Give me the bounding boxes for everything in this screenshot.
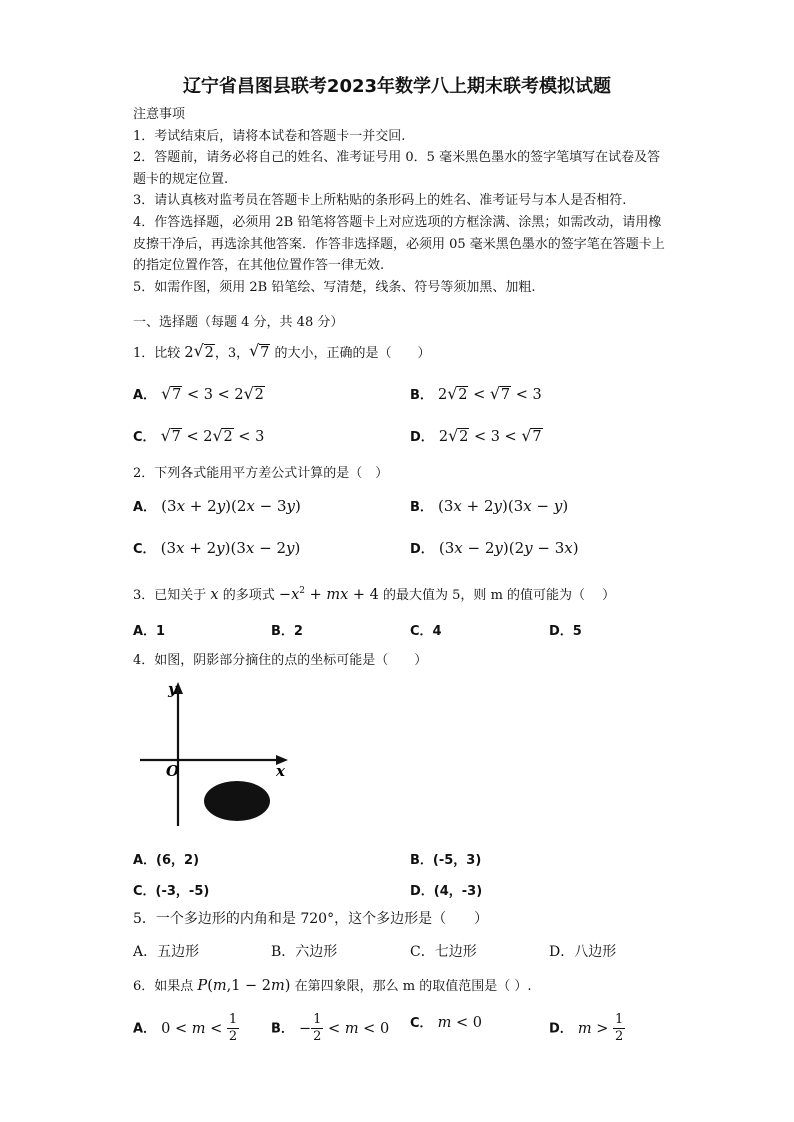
q4-option-b[interactable]: B．(-5，3)	[410, 853, 482, 868]
y-axis-label: y	[168, 680, 177, 698]
q4-option-d[interactable]: D．(4，-3)	[410, 884, 483, 899]
q6-option-c[interactable]: C． m < 0	[410, 1015, 482, 1031]
q6-option-d[interactable]: D． m > $\frac{1}{2}$	[549, 1012, 624, 1044]
question-2-stem: 2．下列各式能用平方差公式计算的是（ ）	[133, 466, 389, 481]
q1-option-d[interactable]: D． 2√ 2 < 3 < √ 7	[410, 426, 543, 445]
q5-option-c[interactable]: C．七边形	[410, 944, 477, 960]
section-heading: 一、选择题（每题 4 分，共 48 分）	[133, 315, 344, 330]
x-axis-label: x	[276, 762, 285, 780]
notice-line: 3．请认真核对监考员在答题卡上所粘贴的条形码上的姓名、准考证号与本人是否相符.	[133, 193, 627, 209]
q6-option-a[interactable]: A． 0 < m < $\frac{1}{2}$	[133, 1012, 238, 1044]
q6-option-b[interactable]: B． − $\frac{1}{2}$ < m < 0	[271, 1012, 390, 1044]
notice-line: 5．如需作图，须用 2B 铅笔绘、写清楚，线条、符号等须加黑、加粗.	[133, 279, 536, 295]
q1-option-b[interactable]: B． 2√ 2 < √ 7 < 3	[410, 384, 542, 403]
notice-line: 2．答题前，请务必将自己的姓名、准考证号用 0．5 毫米黑色墨水的签字笔填写在试卷及答题卡的规定位置.	[133, 150, 661, 187]
coordinate-figure	[138, 676, 298, 836]
q1-option-c[interactable]: C． √ 7 < 2√ 2 < 3	[133, 426, 264, 445]
q5-option-a[interactable]: A．五边形	[133, 944, 200, 960]
notice-line: 4．作答选择题，必须用 2B 铅笔将答题卡上对应选项的方框涂满、涂黑；如需改动，请用橡皮擦干净后，再选涂其他答案．作答非选择题，必须用 05 毫米黑色墨水的签字笔在答题卡上的指定位置作答，在其他位置作答一律无效.	[133, 214, 665, 274]
q5-option-b[interactable]: B．六边形	[271, 944, 338, 960]
q5-option-d[interactable]: D．八边形	[549, 944, 617, 960]
question-3-stem: 3．已知关于 x 的多项式 $-x^2$ + mx + 4 的最大值为 5，则 m 的值可能为（ ）	[133, 586, 616, 603]
q2-option-c[interactable]: C． (3x + 2y)(3x − 2y)	[133, 539, 301, 557]
notice-line: 1．考试结束后，请将本试卷和答题卡一并交回.	[133, 128, 406, 144]
q2-option-a[interactable]: A． (3x + 2y)(2x − 3y)	[133, 497, 301, 515]
origin-label: O	[166, 762, 180, 780]
q3-option-c[interactable]: C．4	[410, 624, 442, 639]
question-1-stem: 1．比较 2√ 2，3，√ 7 的大小，正确的是（ ）	[133, 343, 431, 364]
page-title: 辽宁省昌图县联考2023年数学八上期末联考模拟试题	[182, 76, 612, 97]
shaded-region	[204, 781, 270, 821]
q4-option-c[interactable]: C．(-3，-5)	[133, 884, 210, 899]
q2-option-d[interactable]: D． (3x − 2y)(2y − 3x)	[410, 539, 579, 557]
question-4-stem: 4．如图，阴影部分摘住的点的坐标可能是（ ）	[133, 653, 428, 668]
q2-option-b[interactable]: B． (3x + 2y)(3x − y)	[410, 497, 569, 515]
q3-option-a[interactable]: A．1	[133, 624, 166, 639]
q4-option-a[interactable]: A．(6，2)	[133, 853, 200, 868]
question-6-stem: 6．如果点 P(m,1 − 2m) 在第四象限，那么 m 的取值范围是（ ）.	[133, 978, 532, 994]
q3-option-b[interactable]: B．2	[271, 624, 303, 639]
notice-heading: 注意事项	[133, 107, 186, 122]
question-5-stem: 5．一个多边形的内角和是 720°，这个多边形是（ ）	[133, 911, 489, 927]
q3-option-d[interactable]: D．5	[549, 624, 582, 639]
notice-block	[133, 104, 673, 298]
q1-option-a[interactable]: A． √ 7 < 3 < 2√ 2	[133, 384, 265, 403]
